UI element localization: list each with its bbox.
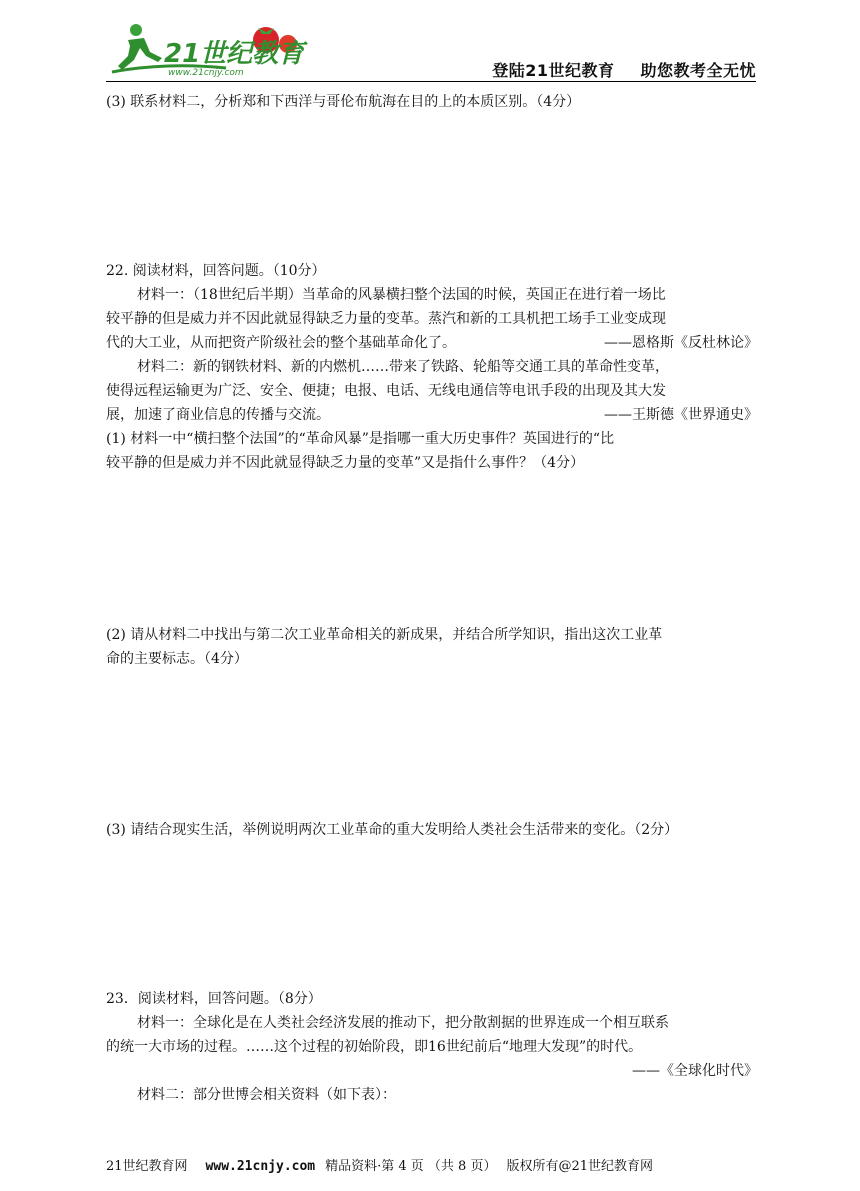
q22-part2-line2: 命的主要标志。（4分） — [106, 651, 248, 667]
footer-copyright: 版权所有@21世纪教育网 — [506, 1159, 654, 1174]
q23-material1-line2: 的统一大市场的过程。……这个过程的初始阶段，即16世纪前后“地理大发现”的时代。 — [106, 1039, 643, 1055]
header-divider — [106, 81, 756, 82]
svg-text:21世纪教育: 21世纪教育 — [164, 39, 305, 69]
q23-title: 23．阅读材料，回答问题。（8分） — [106, 991, 322, 1007]
q22-part1-line2: 较平静的但是威力并不因此就显得缺乏力量的变革”又是指什么事件？（4分） — [106, 455, 585, 471]
q23-material1-source: ——《全球化时代》 — [632, 1063, 758, 1079]
q22-material2-line2: 使得远程运输更为广泛、安全、便捷；电报、电话、无线电通信等电讯手段的出现及其大发 — [106, 383, 666, 399]
q23-material1-line1: 材料一：全球化是在人类社会经济发展的推动下，把分散割据的世界连成一个相互联系 — [137, 1015, 669, 1031]
q21-part3: (3) 联系材料二，分析郑和下西洋与哥伦布航海在目的上的本质区别。（4分） — [106, 94, 581, 110]
footer-page-number: 精品资料·第 4 页 （共 8 页） — [325, 1159, 497, 1174]
slogan-left: 登陆21世纪教育 — [492, 61, 615, 80]
runner-logo-icon — [106, 18, 316, 78]
q22-title: 22. 阅读材料，回答问题。（10分） — [106, 263, 326, 279]
q22-part2-line1: (2) 请从材料二中找出与第二次工业革命相关的新成果，并结合所学知识，指出这次工业革 — [106, 627, 663, 643]
q22-material1-line2: 较平静的但是威力并不因此就显得缺乏力量的变革。蒸汽和新的工具机把工场手工业变成现 — [106, 311, 666, 327]
q22-part3: (3) 请结合现实生活，举例说明两次工业革命的重大发明给人类社会生活带来的变化。（2分） — [106, 822, 679, 838]
page-header — [106, 18, 756, 84]
q22-material1-source: ——恩格斯《反杜林论》 — [604, 335, 758, 351]
page-footer — [106, 1155, 756, 1174]
q22-material1-line3: 代的大工业，从而把资产阶级社会的整个基础革命化了。 — [106, 335, 456, 351]
q22-material1-line1: 材料一：（18世纪后半期）当革命的风暴横扫整个法国的时候，英国正在进行着一场比 — [137, 287, 666, 303]
site-logo — [106, 18, 316, 78]
q22-material2-line3: 展，加速了商业信息的传播与交流。 — [106, 407, 330, 423]
footer-site-link[interactable]: www.21cnjy.com — [205, 1159, 316, 1174]
header-slogan — [466, 58, 756, 81]
q23-material2-line1: 材料二：部分世博会相关资料（如下表）： — [137, 1087, 396, 1103]
svg-text:www.21cnjy.com: www.21cnjy.com — [168, 68, 244, 78]
slogan-right: 助您教考全无忧 — [640, 61, 756, 80]
q22-part1-line1: (1) 材料一中“横扫整个法国”的“革命风暴”是指哪一重大历史事件？英国进行的“比 — [106, 431, 615, 447]
q22-material2-line1: 材料二：新的钢铁材料、新的内燃机……带来了铁路、轮船等交通工具的革命性变革， — [137, 359, 669, 375]
q22-material2-source: ——王斯德《世界通史》 — [604, 407, 758, 423]
footer-org: 21世纪教育网 — [106, 1159, 188, 1174]
